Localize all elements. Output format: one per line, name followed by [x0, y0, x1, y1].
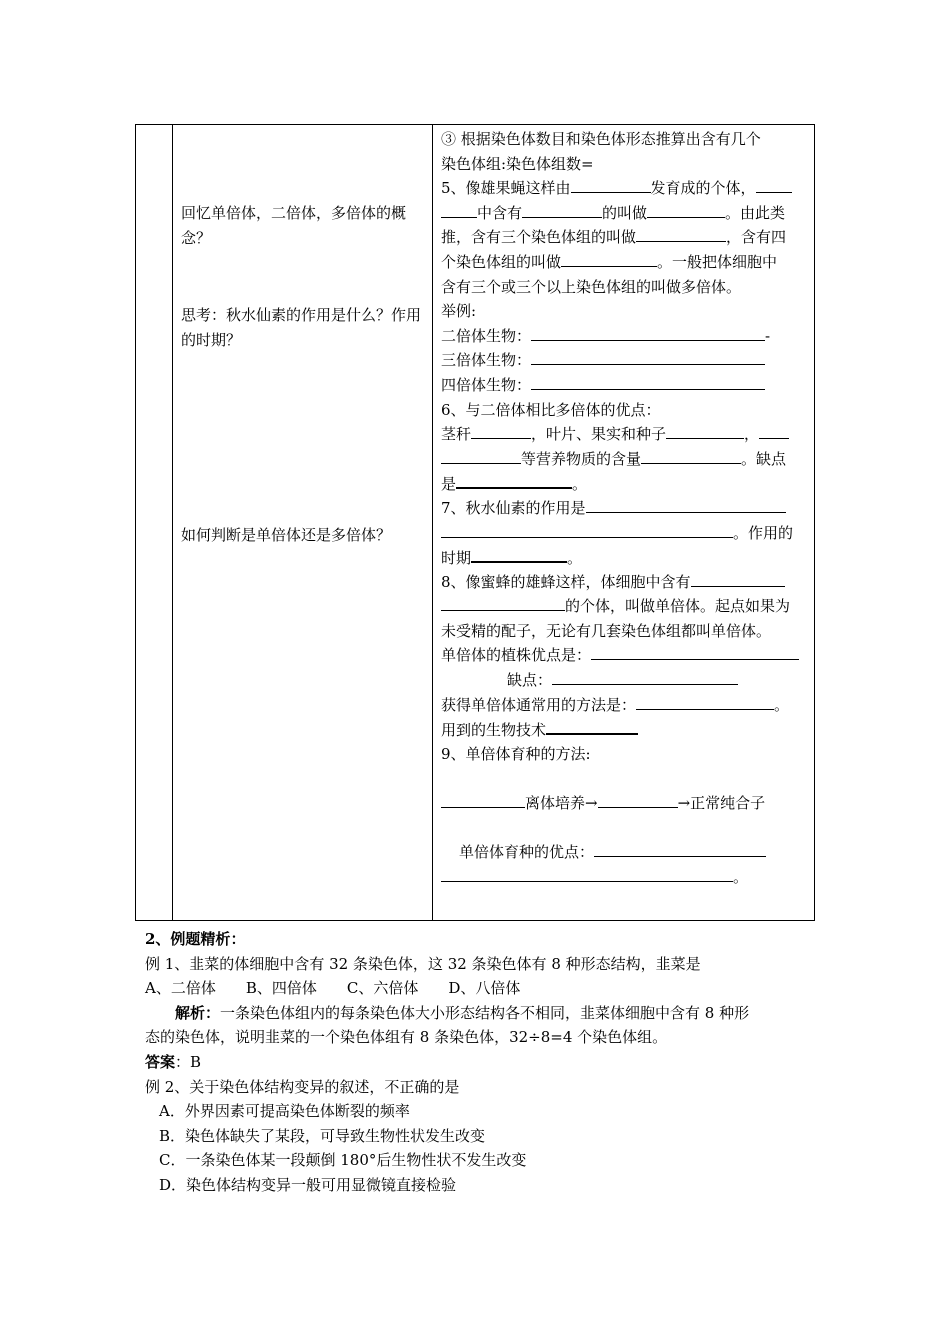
text: 时期 — [441, 549, 472, 568]
blank — [647, 201, 725, 218]
blank — [441, 791, 525, 808]
text-line: 6、与二倍体相比多倍体的优点： — [441, 400, 661, 419]
text-line — [441, 176, 811, 201]
text: 获得单倍体通常用的方法是： — [441, 695, 637, 714]
blank — [546, 717, 638, 735]
text: 等营养物质的含量 — [521, 449, 642, 468]
blank — [571, 176, 651, 193]
text: 的个体，叫做单倍体。起点如果为 — [565, 597, 791, 616]
text-line: ③ 根据染色体数目和染色体形态推算出含有几个 — [441, 130, 761, 148]
text: 。作用的 — [733, 523, 794, 542]
text: 。 — [572, 475, 588, 494]
blank — [531, 348, 765, 365]
blank — [471, 422, 531, 439]
text-line: 未受精的配子，无论有几套染色体组都叫单倍体。 — [441, 621, 772, 640]
prompt-judge-ploidy: 如何判断是单倍体还是多倍体？ — [181, 526, 392, 544]
prompt-colchicine: 思考：秋水仙素的作用是什么？作用的时期？ — [181, 306, 422, 349]
blank — [441, 521, 733, 538]
text-line — [441, 717, 811, 742]
text: 的叫做 — [602, 203, 648, 222]
text: 茎秆 — [441, 425, 472, 444]
text: ，含有四 — [726, 228, 787, 247]
example-1-question: 例 1、韭菜的体细胞中含有 32 条染色体，这 32 条染色体有 8 种形态结构，韭菜是 — [145, 954, 701, 973]
text: 推，含有三个染色体组的叫做 — [441, 228, 637, 247]
arrow-icon: → — [585, 794, 598, 813]
blank — [594, 840, 766, 857]
blank — [471, 545, 567, 563]
text-line — [441, 201, 811, 226]
text: ，叶片、果实和种子 — [531, 425, 667, 444]
answer-value: ：B — [175, 1052, 202, 1071]
blank — [456, 471, 572, 489]
text-line — [441, 545, 811, 570]
column-divider-2 — [432, 125, 433, 920]
text-line — [441, 643, 811, 668]
text-line — [441, 496, 811, 521]
text: 7、秋水仙素的作用是 — [441, 498, 586, 517]
example-2-option-a: A．外界因素可提高染色体断裂的频率 — [159, 1102, 410, 1121]
text-line — [441, 668, 811, 693]
analysis-label: 解析： — [175, 1003, 221, 1022]
blank — [591, 643, 799, 660]
blank — [636, 693, 774, 710]
example-1-options: A、二倍体 B、四倍体 C、六倍体 D、八倍体 — [145, 979, 521, 998]
text: 。一般把体细胞中 — [657, 252, 778, 271]
text-line — [441, 324, 811, 349]
section-heading: 2、例题精析： — [145, 930, 246, 948]
text-line — [441, 471, 811, 496]
prompt-recall-ploidy: 回忆单倍体，二倍体，多倍体的概念？ — [181, 204, 407, 247]
text: 8、像蜜蜂的雄蜂这样，体细胞中含有 — [441, 572, 691, 591]
blank — [441, 447, 521, 464]
text: 单倍体育种的优点： — [459, 843, 595, 862]
text: 中含有 — [477, 203, 523, 222]
blank — [441, 594, 565, 611]
example-2-option-d: D．染色体结构变异一般可用显微镜直接检验 — [159, 1175, 457, 1194]
example-2-option-c: C．一条染色体某一段颠倒 180°后生物性状不发生改变 — [159, 1151, 527, 1170]
spacer — [441, 816, 811, 841]
text-line: 9、单倍体育种的方法: — [441, 744, 591, 763]
blank — [531, 324, 765, 341]
text: 个染色体组的叫做 — [441, 252, 562, 271]
example-1-analysis — [145, 1001, 825, 1026]
text-line — [441, 225, 811, 250]
text-line — [441, 791, 811, 816]
analysis-text: 一条染色体组内的每条染色体大小形态结构各不相同，韭菜体细胞中含有 8 种形 — [220, 1003, 750, 1022]
blank — [641, 447, 741, 464]
blank — [522, 201, 602, 218]
example-1-answer — [145, 1050, 825, 1075]
text: 四倍体生物： — [441, 375, 532, 394]
text-line — [441, 865, 811, 890]
text: 。由此类 — [725, 203, 786, 222]
example-2-question: 例 2、关于染色体结构变异的叙述，不正确的是 — [145, 1077, 460, 1096]
text: 。 — [567, 549, 583, 568]
spacer — [441, 766, 811, 791]
blank — [636, 225, 726, 242]
answer-label: 答案 — [145, 1052, 176, 1071]
text: 发育成的个体， — [650, 179, 756, 198]
text-line: 染色体组:染色体组数= — [441, 154, 594, 173]
text-line — [441, 348, 811, 373]
text: 三倍体生物： — [441, 351, 532, 370]
text-line: 含有三个或三个以上染色体组的叫做多倍体。 — [441, 277, 742, 296]
worksheet-table — [135, 124, 815, 921]
text: 缺点： — [507, 671, 553, 690]
text: 是 — [441, 475, 457, 494]
fill-in-content — [441, 127, 811, 889]
blank — [598, 791, 678, 808]
text-line — [441, 422, 811, 447]
text: 单倍体的植株优点是： — [441, 646, 592, 665]
text: 5、像雄果蝇这样由 — [441, 179, 571, 198]
text-line — [441, 250, 811, 275]
example-section — [145, 927, 825, 1198]
blank — [531, 373, 765, 390]
text: 。缺点 — [741, 449, 787, 468]
text-line — [441, 840, 811, 865]
column-divider-1 — [172, 125, 173, 920]
text-line — [441, 594, 811, 619]
example-2-option-b: B．染色体缺失了某段，可导致生物性状发生改变 — [159, 1126, 486, 1145]
blank — [586, 496, 786, 513]
text: 用到的生物技术 — [441, 721, 547, 740]
text-line — [441, 521, 811, 546]
text-line — [441, 373, 811, 398]
text: - — [765, 326, 771, 345]
blank — [441, 865, 733, 882]
text: ， — [744, 425, 760, 444]
text-line — [441, 693, 811, 718]
blank — [552, 668, 738, 685]
blank — [561, 250, 657, 267]
blank — [691, 570, 785, 587]
blank — [441, 201, 477, 218]
blank — [666, 422, 744, 439]
text-line — [441, 570, 811, 595]
blank — [756, 176, 792, 193]
text: 二倍体生物： — [441, 326, 532, 345]
example-1-analysis-cont: 态的染色体，说明韭菜的一个染色体组有 8 条染色体，32÷8=4 个染色体组。 — [145, 1028, 668, 1047]
text: 。 — [774, 695, 790, 714]
text: 。 — [733, 867, 749, 886]
text-line — [441, 447, 811, 472]
text-line: 举例: — [441, 302, 477, 321]
blank — [759, 422, 789, 439]
text: 离体培养 — [525, 794, 586, 813]
text: →正常纯合子 — [677, 794, 766, 813]
